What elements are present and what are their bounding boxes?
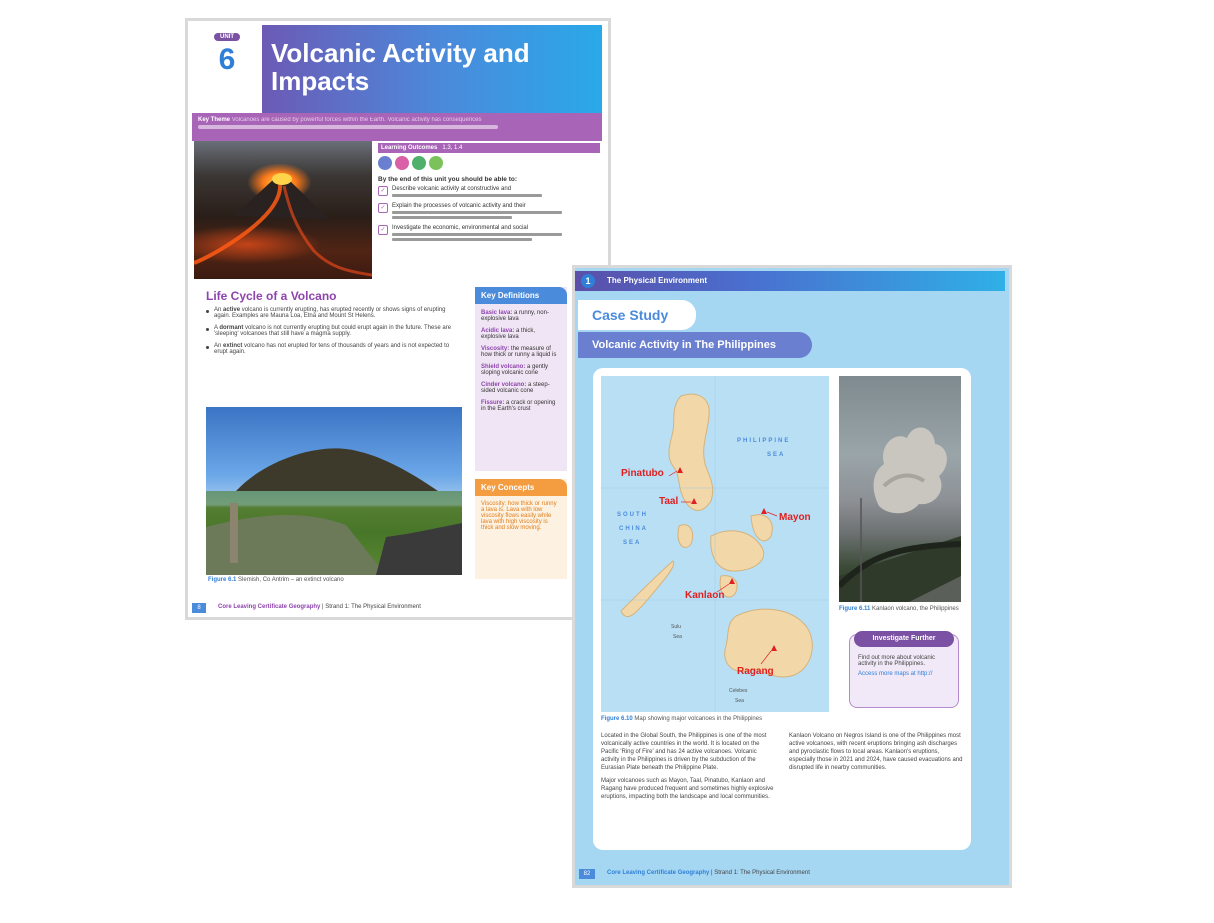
textbook-page-left bbox=[188, 21, 608, 617]
definition-text: a thick, explosive lava bbox=[481, 328, 536, 340]
content-card bbox=[593, 368, 971, 850]
outcome-text: Investigate the economic, environmental and social bbox=[392, 225, 529, 231]
key-concepts-title: Key Concepts bbox=[475, 479, 567, 496]
definition-term: Cinder volcano: bbox=[481, 382, 527, 388]
eruption-photo bbox=[839, 376, 961, 602]
textbook-page-right bbox=[575, 268, 1009, 885]
volcano-label-taal: Taal bbox=[659, 496, 679, 507]
bullet-term: extinct bbox=[223, 343, 243, 349]
section-title: Life Cycle of a Volcano bbox=[206, 289, 337, 303]
map-caption bbox=[601, 716, 829, 722]
caption-text: Map showing major volcanoes in the Philippines bbox=[634, 716, 763, 722]
outcome-text-line bbox=[392, 211, 562, 214]
bullet-item bbox=[206, 325, 462, 337]
skill-icon bbox=[378, 156, 392, 170]
unit-number: 6 bbox=[218, 43, 236, 76]
definition-item bbox=[475, 310, 567, 322]
investigate-further-box bbox=[849, 634, 959, 708]
definition-item bbox=[475, 400, 567, 412]
life-cycle-section bbox=[206, 289, 462, 361]
key-theme-text: Volcanoes are caused by powerful forces within the Earth. Volcanic activity has consequences bbox=[231, 117, 482, 123]
skill-icons bbox=[378, 156, 600, 172]
key-definitions-box bbox=[475, 287, 567, 471]
map-label-celebes-sea: Celebes bbox=[729, 688, 748, 694]
page-number: 82 bbox=[579, 869, 595, 879]
key-theme-text-line bbox=[198, 125, 498, 129]
learning-outcomes-codes: 1.3, 1.4 bbox=[442, 145, 463, 151]
definition-item bbox=[475, 346, 567, 358]
outcome-item bbox=[378, 203, 600, 221]
outcome-text: Explain the processes of volcanic activity and their bbox=[392, 203, 526, 209]
check-icon: ✓ bbox=[378, 225, 388, 235]
map-label-celebes-sea: Sea bbox=[735, 698, 744, 704]
footer-book-title: Core Leaving Certificate Geography bbox=[607, 870, 710, 876]
header-title: The Physical Environment bbox=[607, 276, 708, 285]
bullet-text: volcano is not currently erupting but could erupt again in the future. These are 'sleeping' volcanoes that still have a magma supply. bbox=[214, 325, 452, 337]
check-icon: ✓ bbox=[378, 203, 388, 213]
key-definitions-title: Key Definitions bbox=[475, 287, 567, 304]
key-theme-label: Key Theme bbox=[198, 117, 231, 123]
case-study-subtitle-bar bbox=[578, 332, 812, 358]
investigate-further-title: Investigate Further bbox=[854, 631, 954, 647]
map-label-sulu-sea: Sea bbox=[673, 634, 682, 640]
map-label-south-china-sea: SEA bbox=[623, 540, 642, 546]
definition-text: a runny, non-explosive lava bbox=[481, 310, 549, 322]
definition-text: a gently sloping volcanic cone bbox=[481, 364, 549, 376]
outcome-item bbox=[378, 225, 600, 243]
lava-volcano-photo bbox=[194, 141, 372, 279]
skill-icon bbox=[412, 156, 426, 170]
definition-term: Shield volcano: bbox=[481, 364, 526, 370]
check-icon: ✓ bbox=[378, 186, 388, 196]
bullet-text: An bbox=[214, 343, 224, 349]
footer-text bbox=[607, 870, 810, 876]
paragraph: Located in the Global South, the Philippines is one of the most volcanically active countries in the world. It is located on the Pacific 'Ring of Fire' and has 24 active volcanoes. Volcanic activity in the Philippines is driven by the subduction of the Eurasian Plate beneath the Philippine Plate. bbox=[601, 733, 767, 771]
caption-text: Slemish, Co Antrim – an extinct volcano bbox=[238, 577, 344, 583]
definition-term: Acidic lava: bbox=[481, 328, 515, 334]
footer-text bbox=[218, 604, 421, 610]
definition-text: the measure of how thick or runny a liquid is bbox=[481, 346, 557, 358]
definition-term: Viscosity: bbox=[481, 346, 510, 352]
header-bar bbox=[575, 271, 1005, 291]
bullet-item bbox=[206, 307, 462, 319]
paragraph: Kanlaon Volcano on Negros Island is one of the Philippines most active volcanoes, with recent eruptions bringing ash discharges and pyroclastic flows to local areas. Kanlaon's eruptions, especially those in 2021 and 2024, have caused evacuations and disrupted life in nearby communities. bbox=[789, 733, 963, 771]
figure-number: Figure 6.10 bbox=[601, 716, 633, 722]
learning-outcomes-label: Learning Outcomes bbox=[381, 145, 438, 151]
outcomes-intro: By the end of this unit you should be able to: bbox=[378, 176, 518, 183]
key-concepts-box bbox=[475, 479, 567, 579]
footer-strand: | Strand 1: The Physical Environment bbox=[709, 870, 810, 876]
footer-book-title: Core Leaving Certificate Geography bbox=[218, 604, 321, 610]
key-concepts-text: Viscosity: how thick or runny a lava is. Lava with low viscosity flows easily while lava with high viscosity is thick and slow moving. bbox=[481, 501, 557, 531]
hill-photo bbox=[206, 407, 462, 575]
skill-icon bbox=[429, 156, 443, 170]
bullet-term: active bbox=[223, 307, 241, 313]
figure-number: Figure 6.1 bbox=[208, 577, 237, 583]
strand-icon: 1 bbox=[581, 274, 595, 288]
page-footer bbox=[575, 866, 1005, 882]
investigate-text: Find out more about volcanic activity in the Philippines. bbox=[858, 655, 936, 667]
definition-term: Basic lava: bbox=[481, 310, 513, 316]
definition-item bbox=[475, 328, 567, 340]
investigate-link[interactable]: Access more maps at http:// bbox=[858, 671, 933, 677]
case-study-label: Case Study bbox=[592, 307, 669, 323]
map-label-south-china-sea: CHINA bbox=[619, 526, 648, 532]
outcome-text-line bbox=[392, 238, 532, 241]
bullet-text: A bbox=[214, 325, 220, 331]
footer-strand: | Strand 1: The Physical Environment bbox=[320, 604, 421, 610]
bullet-term: dormant bbox=[219, 325, 244, 331]
definition-item bbox=[475, 382, 567, 394]
page-footer bbox=[188, 599, 608, 617]
bullet-item bbox=[206, 343, 462, 355]
volcano-label-pinatubo: Pinatubo bbox=[621, 468, 664, 479]
paragraph: Major volcanoes such as Mayon, Taal, Pinatubo, Kanlaon and Ragang have produced frequent and sometimes highly explosive eruptions, impacting both the landscape and local communities. bbox=[601, 778, 774, 800]
case-study-tab bbox=[578, 300, 696, 330]
title-banner bbox=[262, 25, 602, 113]
bullet-icon bbox=[206, 346, 209, 349]
text-column-1 bbox=[601, 732, 775, 806]
bullet-text: An bbox=[214, 307, 224, 313]
outcome-text-line bbox=[392, 216, 512, 219]
bullet-text: volcano is currently erupting, has erupted recently or shows signs of erupting again. Examples are Mauna Loa, Etna and Mount St Helens. bbox=[214, 307, 446, 319]
title-line-2: Impacts bbox=[271, 66, 370, 96]
map-label-sulu-sea: Sulu bbox=[671, 624, 682, 630]
bullet-icon bbox=[206, 310, 209, 313]
case-study-subtitle: Volcanic Activity in The Philippines bbox=[592, 339, 776, 351]
volcano-label-mayon: Mayon bbox=[779, 512, 811, 523]
definition-term: Fissure: bbox=[481, 400, 505, 406]
skill-icon bbox=[395, 156, 409, 170]
figure-number: Figure 6.11 bbox=[839, 606, 871, 612]
unit-label: UNIT bbox=[214, 33, 240, 41]
text-column-2 bbox=[789, 732, 963, 806]
map-label-philippine-sea: SEA bbox=[767, 452, 786, 458]
outcome-text-line bbox=[392, 233, 562, 236]
learning-outcomes-panel bbox=[378, 143, 600, 279]
photo-caption bbox=[839, 606, 961, 612]
title-line-1: Volcanic Activity and bbox=[271, 38, 530, 68]
volcano-label-kanlaon: Kanlaon bbox=[685, 590, 725, 601]
philippines-map bbox=[601, 376, 829, 712]
key-theme-bar bbox=[192, 113, 602, 141]
outcome-item bbox=[378, 186, 600, 199]
bullet-icon bbox=[206, 328, 209, 331]
page-title bbox=[271, 39, 602, 95]
learning-outcomes-bar bbox=[378, 143, 600, 153]
caption-text: Kanlaon volcano, the Philippines bbox=[872, 606, 959, 612]
definition-text: a steep-sided volcanic cone bbox=[481, 382, 550, 394]
definition-item bbox=[475, 364, 567, 376]
map-label-philippine-sea: PHILIPPINE bbox=[737, 438, 791, 444]
photo-caption bbox=[206, 577, 464, 583]
map-label-south-china-sea: SOUTH bbox=[617, 512, 648, 518]
outcome-text-line bbox=[392, 194, 542, 197]
volcano-label-ragang: Ragang bbox=[737, 666, 774, 677]
outcome-text: Describe volcanic activity at constructive and bbox=[392, 186, 512, 192]
definition-text: a crack or opening in the Earth's crust bbox=[481, 400, 556, 412]
page-number: 8 bbox=[192, 603, 206, 613]
body-text bbox=[601, 732, 963, 806]
unit-badge bbox=[192, 25, 262, 113]
bullet-text: volcano has not erupted for tens of thousands of years and is not expected to erupt again. bbox=[214, 343, 450, 355]
